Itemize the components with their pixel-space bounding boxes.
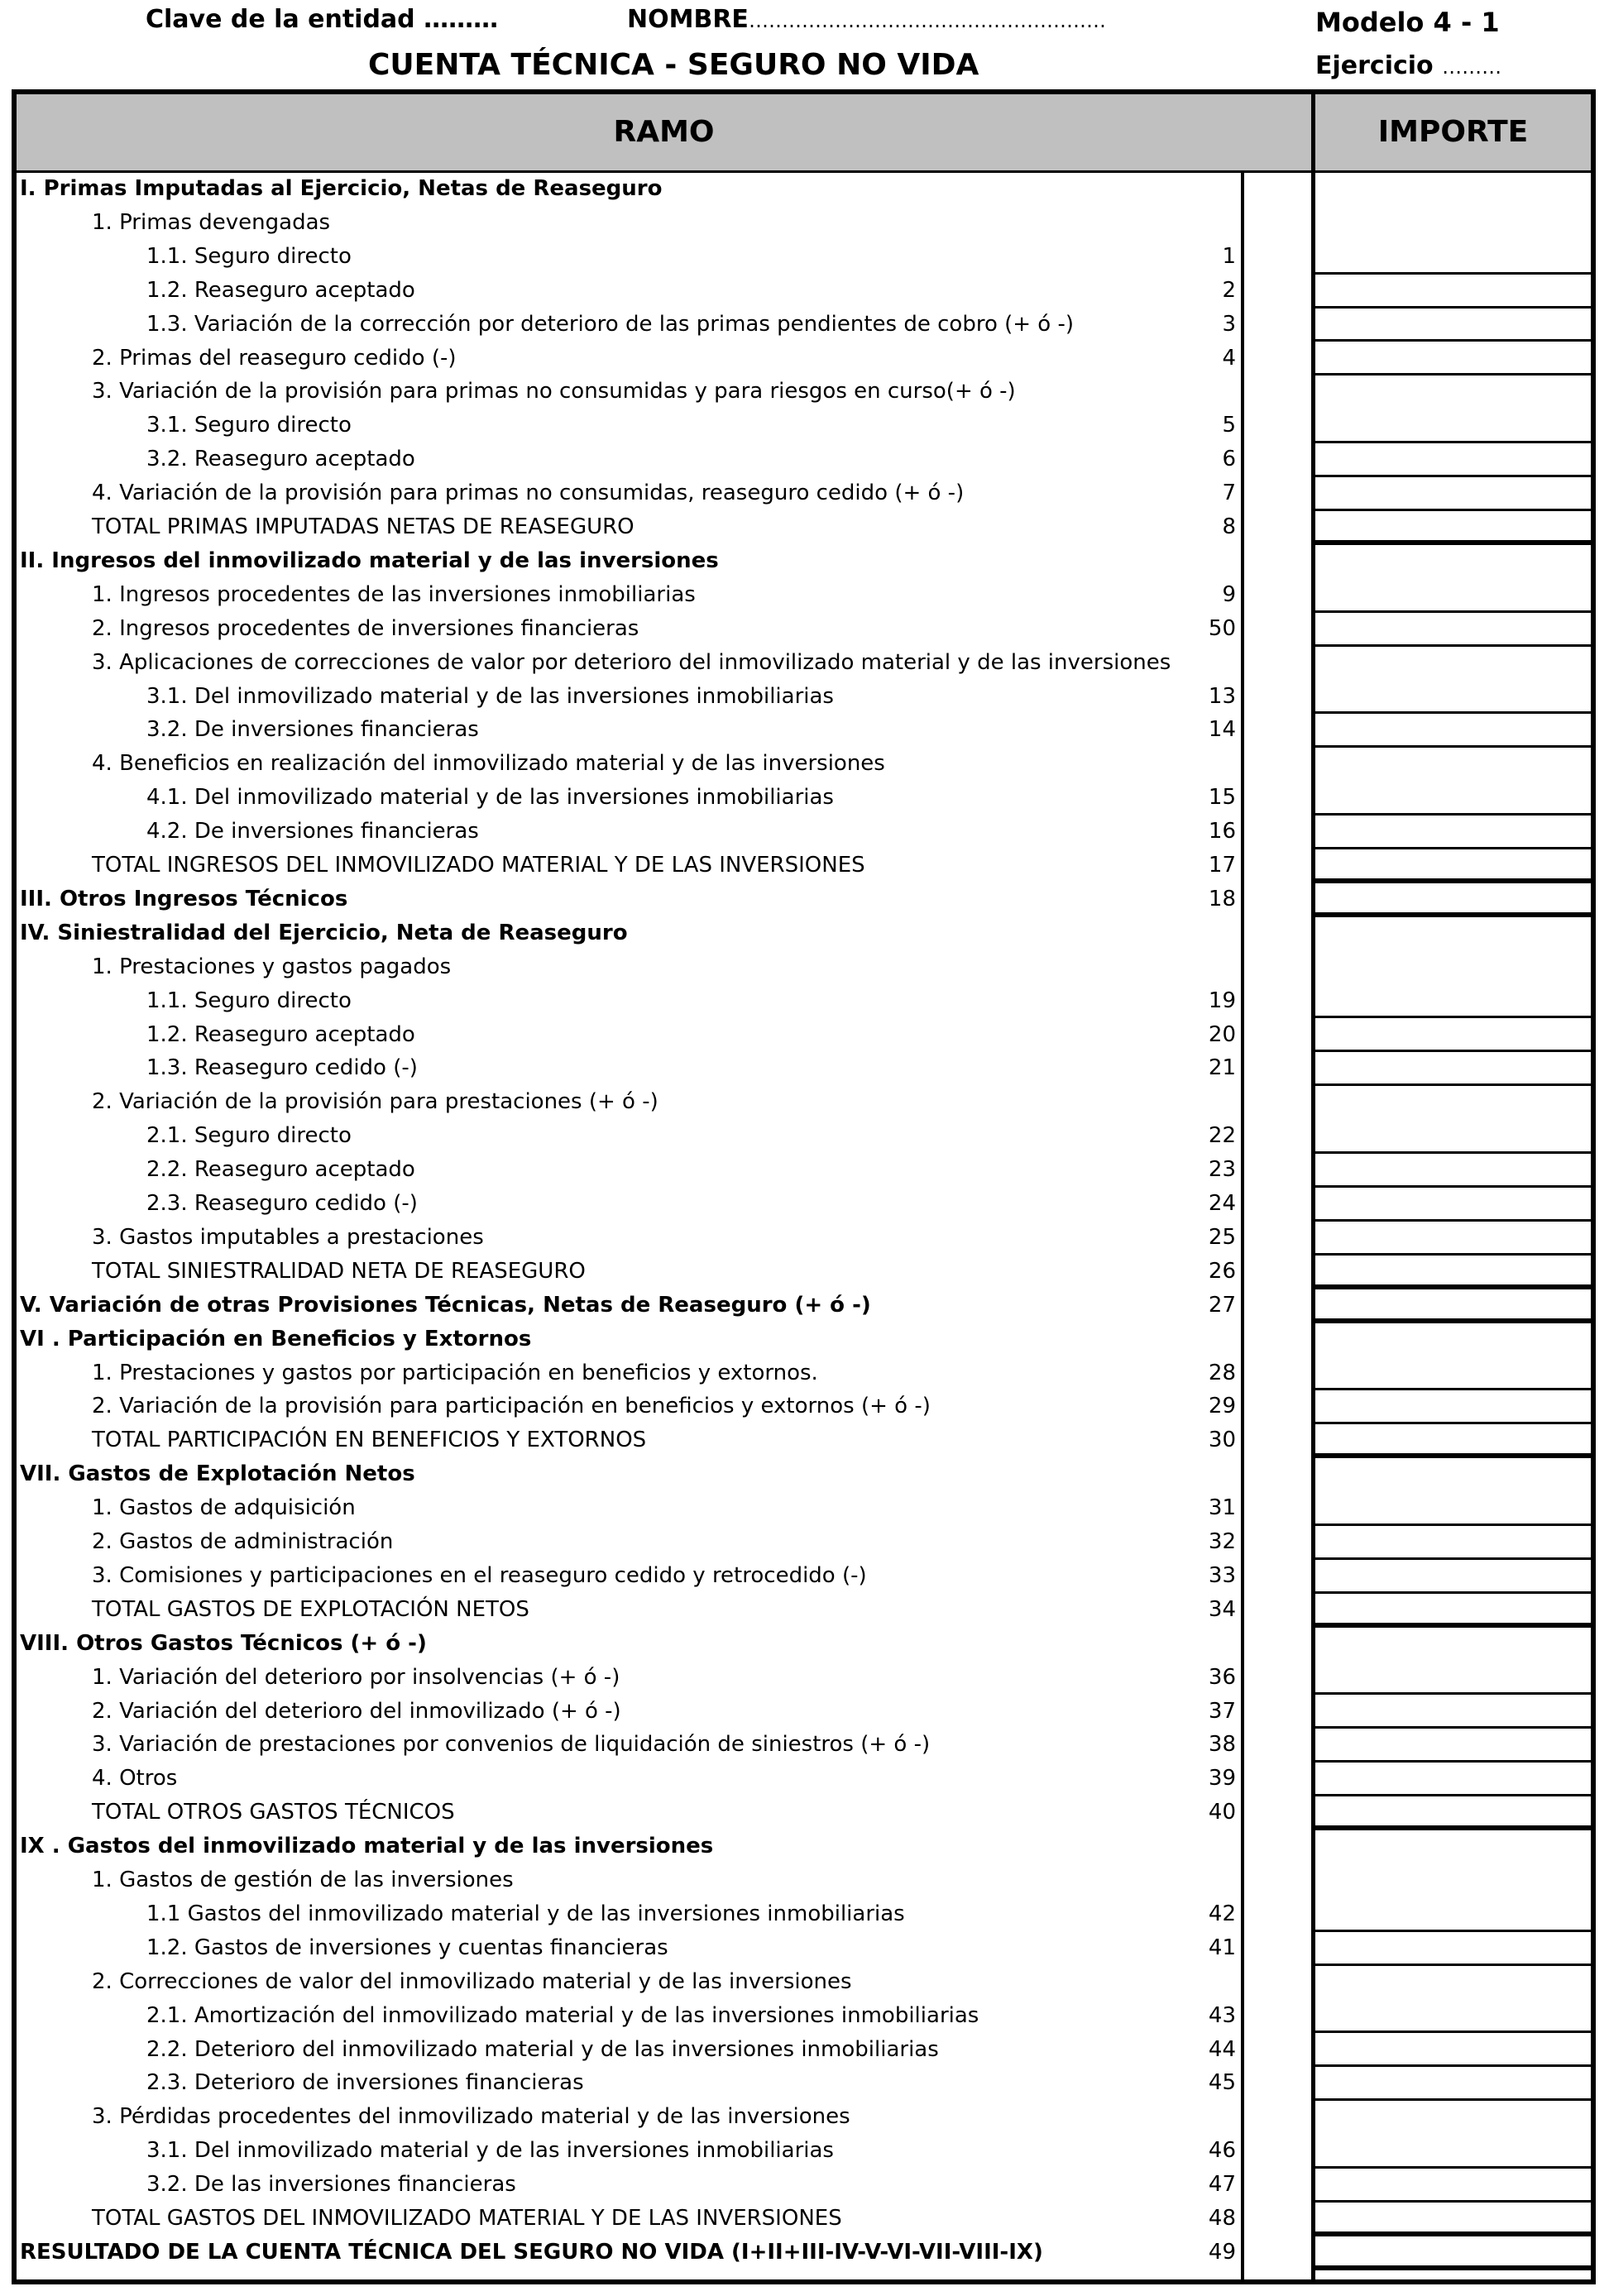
row-label: 1.2. Reaseguro aceptado [146,277,415,303]
section-row [17,1323,1591,1357]
row-number: 36 [1208,1664,1236,1690]
importe-cell [1315,173,1591,207]
importe-cell[interactable] [1315,714,1591,748]
line-item-row [17,782,1591,816]
row-label: 1. Variación del deterioro por insolvencias (+ ó -) [92,1664,620,1690]
row-number: 48 [1208,2206,1236,2231]
row-label: 1. Prestaciones y gastos por participación en beneficios y extornos. [92,1360,818,1385]
row-label: TOTAL GASTOS DE EXPLOTACIÓN NETOS [92,1596,529,1622]
row-number: 28 [1208,1360,1236,1385]
row-label: TOTAL GASTOS DEL INMOVILIZADO MATERIAL Y DE LAS INVERSIONES [92,2206,842,2231]
importe-cell[interactable] [1315,511,1591,545]
section-row [17,1458,1591,1492]
row-number: 29 [1208,1394,1236,1419]
row-label: 1. Ingresos procedentes de las inversiones inmobiliarias [92,581,696,607]
row-number: 4 [1222,345,1236,371]
row-label: 2. Variación de la provisión para participación en beneficios y extornos (+ ó -) [92,1394,931,1419]
ejercicio-label: Ejercicio [1315,51,1434,80]
row-label: I. Primas Imputadas al Ejercicio, Netas de Reaseguro [20,176,663,201]
line-item-row [17,1526,1591,1560]
row-number: 42 [1208,1901,1236,1926]
row-label: IV. Siniestralidad del Ejercicio, Neta de Reaseguro [20,920,628,945]
importe-cell [1315,917,1591,951]
row-label: 3. Comisiones y participaciones en el reaseguro cedido y retrocedido (-) [92,1562,867,1588]
row-number: 45 [1208,2070,1236,2096]
importe-cell[interactable] [1315,1560,1591,1594]
importe-cell [1315,375,1591,409]
total-row [17,1796,1591,1830]
importe-cell[interactable] [1315,1492,1591,1526]
line-item-row [17,1560,1591,1594]
importe-cell[interactable] [1315,1662,1591,1696]
row-number: 27 [1208,1292,1236,1318]
line-item-row [17,309,1591,342]
line-item-row [17,714,1591,748]
importe-cell[interactable] [1315,1729,1591,1763]
row-label: 3. Aplicaciones de correcciones de valor por deterioro del inmovilizado material y de las inversiones [92,649,1171,675]
section-row [17,545,1591,579]
row-label: 2. Variación de la provisión para prestaciones (+ ó -) [92,1089,658,1115]
row-number: 8 [1222,514,1236,539]
importe-cell[interactable] [1315,1222,1591,1256]
column-header-band [17,94,1591,173]
line-item-row [17,1662,1591,1696]
importe-cell[interactable] [1315,275,1591,309]
importe-cell [1315,1086,1591,1120]
line-item-row [17,1052,1591,1086]
line-item-row [17,2034,1591,2068]
row-label: 2.3. Reaseguro cedido (-) [146,1191,418,1216]
nombre-field [627,5,1106,34]
clave-entidad [146,5,498,34]
importe-cell[interactable] [1315,2135,1591,2169]
row-label: 2.1. Seguro directo [146,1123,352,1149]
importe-cell[interactable] [1315,1763,1591,1796]
row-label: 1.3. Variación de la corrección por deterioro de las primas pendientes de cobro (+ ó -) [146,311,1075,337]
importe-cell[interactable] [1315,1932,1591,1966]
row-label: TOTAL PRIMAS IMPUTADAS NETAS DE REASEGURO [92,514,635,539]
line-item-row [17,2101,1591,2135]
total-row [17,1424,1591,1458]
row-label: 1.1. Seguro directo [146,243,352,269]
row-label: 4. Beneficios en realización del inmovilizado material y de las inversiones [92,751,885,777]
row-number: 31 [1208,1495,1236,1521]
row-label: 1. Gastos de gestión de las inversiones [92,1868,514,1892]
importe-cell[interactable] [1315,883,1591,917]
row-label: 2. Correcciones de valor del inmovilizado material y de las inversiones [92,1968,852,1994]
row-number: 34 [1208,1596,1236,1622]
row-label: VI . Participación en Beneficios y Extornos [20,1326,532,1351]
nombre-dots: ……………………………………………… [748,9,1106,32]
importe-cell[interactable] [1315,477,1591,511]
row-label: 2. Gastos de administración [92,1529,394,1554]
line-item-row [17,1696,1591,1729]
row-label: 3.2. Reaseguro aceptado [146,447,415,472]
total-row [17,849,1591,883]
total-row [17,1594,1591,1628]
importe-cell[interactable] [1315,681,1591,715]
importe-cell[interactable] [1315,2067,1591,2101]
line-item-row [17,579,1591,613]
row-number: 15 [1208,785,1236,811]
row-label: TOTAL SINIESTRALIDAD NETA DE REASEGURO [92,1258,586,1284]
line-item-row [17,275,1591,309]
row-label: VII. Gastos de Explotación Netos [20,1461,415,1487]
row-label: 3.1. Del inmovilizado material y de las inversiones inmobiliarias [146,2138,834,2164]
importe-cell [1315,545,1591,579]
row-label: 1.1. Seguro directo [146,988,352,1013]
row-label: 2.2. Reaseguro aceptado [146,1157,415,1183]
clave-label: Clave de la entidad [146,5,415,34]
row-label: 3.2. De inversiones financieras [146,717,479,743]
total-row [17,2203,1591,2236]
importe-cell[interactable] [1315,309,1591,342]
importe-cell[interactable] [1315,816,1591,849]
line-item-row [17,1357,1591,1391]
line-item-row [17,443,1591,477]
page-title: CUENTA TÉCNICA - SEGURO NO VIDA [368,48,979,82]
row-number: 20 [1208,1021,1236,1047]
line-item-row [17,951,1591,985]
row-number: 46 [1208,2138,1236,2164]
importe-cell[interactable] [1315,1796,1591,1830]
row-number: 33 [1208,1562,1236,1588]
line-item-row [17,1966,1591,2000]
line-item-row [17,2067,1591,2101]
line-item-row [17,477,1591,511]
row-number: 14 [1208,717,1236,743]
row-label: V. Variación de otras Provisiones Técnicas, Netas de Reaseguro (+ ó -) [20,1292,871,1318]
line-item-row [17,681,1591,715]
importe-cell [1315,207,1591,241]
row-label: 4. Otros [92,1766,178,1791]
row-number: 30 [1208,1428,1236,1453]
row-label: 2. Variación del deterioro del inmovilizado (+ ó -) [92,1698,621,1724]
line-item-row [17,748,1591,782]
importe-cell[interactable] [1315,579,1591,613]
section-row [17,1628,1591,1662]
importe-cell[interactable] [1315,1424,1591,1458]
row-label: 1.2. Gastos de inversiones y cuentas financieras [146,1935,668,1960]
importe-cell[interactable] [1315,443,1591,477]
row-number: 41 [1208,1935,1236,1960]
row-label: 1.2. Reaseguro aceptado [146,1021,415,1047]
row-label: 3.1. Seguro directo [146,413,352,438]
line-item-row [17,2169,1591,2203]
section-row [17,1289,1591,1323]
importe-cell[interactable] [1315,2000,1591,2034]
row-number: 25 [1208,1224,1236,1250]
row-label: 4.2. De inversiones financieras [146,819,479,844]
line-item-row [17,1086,1591,1120]
row-label: III. Otros Ingresos Técnicos [20,886,348,911]
line-item-row [17,647,1591,681]
section-row [17,917,1591,951]
importe-cell[interactable] [1315,2034,1591,2068]
row-number: 5 [1222,413,1236,438]
row-number: 1 [1222,243,1236,269]
row-number: 13 [1208,683,1236,709]
row-number: 40 [1208,1800,1236,1825]
total-row [17,1256,1591,1289]
line-item-row [17,1019,1591,1053]
row-label: 3. Variación de la provisión para primas no consumidas y para riesgos en curso(+ ó -) [92,379,1016,404]
section-row [17,883,1591,917]
importe-cell[interactable] [1315,1390,1591,1424]
importe-cell [1315,748,1591,782]
line-item-row [17,1222,1591,1256]
line-item-row [17,1932,1591,1966]
line-item-row [17,613,1591,647]
line-item-row [17,1492,1591,1526]
section-row [17,173,1591,207]
cuenta-tecnica-form [12,89,1596,2284]
total-row [17,511,1591,545]
clave-dots: ……… [424,5,499,34]
importe-cell[interactable] [1315,1120,1591,1154]
nombre-label: NOMBRE [627,5,749,34]
line-item-row [17,1390,1591,1424]
importe-cell [1315,1830,1591,1864]
line-item-row [17,816,1591,849]
row-number: 23 [1208,1157,1236,1183]
line-item-row [17,342,1591,376]
line-item-row [17,1898,1591,1932]
ejercicio-dots: ……… [1442,55,1502,79]
importe-cell[interactable] [1315,2236,1591,2270]
line-item-row [17,985,1591,1019]
importe-cell[interactable] [1315,1357,1591,1391]
row-number: 32 [1208,1529,1236,1554]
section-row [17,2236,1591,2270]
ejercicio-field [1315,51,1501,80]
line-item-row [17,1864,1591,1898]
importe-cell[interactable] [1315,2203,1591,2236]
row-label: 3. Gastos imputables a prestaciones [92,1224,484,1250]
importe-cell[interactable] [1315,1154,1591,1188]
line-item-row [17,2135,1591,2169]
row-number: 17 [1208,853,1236,878]
row-label: 3.2. De las inversiones financieras [146,2172,516,2198]
row-number: 6 [1222,447,1236,472]
importe-cell[interactable] [1315,1188,1591,1222]
row-number: 2 [1222,277,1236,303]
importe-cell [1315,1864,1591,1898]
row-number: 49 [1208,2239,1236,2265]
row-number: 43 [1208,2002,1236,2028]
row-number: 24 [1208,1191,1236,1216]
row-label: 4.1. Del inmovilizado material y de las inversiones inmobiliarias [146,785,834,811]
row-number: 7 [1222,481,1236,506]
row-label: 2. Ingresos procedentes de inversiones financieras [92,615,639,641]
column-header-ramo: RAMO [613,115,715,149]
importe-cell[interactable] [1315,1898,1591,1932]
importe-cell[interactable] [1315,849,1591,883]
importe-cell[interactable] [1315,613,1591,647]
row-number: 26 [1208,1258,1236,1284]
importe-cell[interactable] [1315,2169,1591,2203]
row-label: 2. Primas del reaseguro cedido (-) [92,345,457,371]
row-label: TOTAL PARTICIPACIÓN EN BENEFICIOS Y EXTORNOS [92,1428,647,1453]
importe-cell[interactable] [1315,1526,1591,1560]
row-number: 3 [1222,311,1236,337]
row-label: II. Ingresos del inmovilizado material y de las inversiones [20,548,719,573]
line-item-row [17,1120,1591,1154]
row-number: 50 [1208,615,1236,641]
importe-cell[interactable] [1315,409,1591,443]
row-number: 44 [1208,2036,1236,2062]
importe-cell[interactable] [1315,241,1591,275]
row-number: 39 [1208,1766,1236,1791]
row-number: 22 [1208,1123,1236,1149]
importe-cell[interactable] [1315,1052,1591,1086]
row-label: 3. Variación de prestaciones por convenios de liquidación de siniestros (+ ó -) [92,1732,931,1758]
importe-cell[interactable] [1315,782,1591,816]
row-number: 47 [1208,2172,1236,2198]
importe-cell[interactable] [1315,1289,1591,1323]
importe-cell [1315,647,1591,681]
row-number: 16 [1208,819,1236,844]
row-label: VIII. Otros Gastos Técnicos (+ ó -) [20,1630,427,1656]
importe-cell[interactable] [1315,1696,1591,1729]
importe-cell [1315,1323,1591,1357]
line-item-row [17,241,1591,275]
importe-cell[interactable] [1315,342,1591,376]
row-label: TOTAL INGRESOS DEL INMOVILIZADO MATERIAL Y DE LAS INVERSIONES [92,853,865,878]
row-label: 2.2. Deterioro del inmovilizado material y de las inversiones inmobiliarias [146,2036,939,2062]
row-label: 3.1. Del inmovilizado material y de las inversiones inmobiliarias [146,683,834,709]
importe-cell [1315,1628,1591,1662]
row-label: RESULTADO DE LA CUENTA TÉCNICA DEL SEGURO NO VIDA (I+II+III-IV-V-VI-VII-VIII-IX) [20,2239,1043,2265]
row-label: 2.1. Amortización del inmovilizado material y de las inversiones inmobiliarias [146,2002,979,2028]
importe-cell [1315,1966,1591,2000]
row-label: IX . Gastos del inmovilizado material y de las inversiones [20,1834,714,1859]
row-number: 19 [1208,988,1236,1013]
row-label: 1. Prestaciones y gastos pagados [92,954,452,979]
line-item-row [17,1729,1591,1763]
row-label: 1. Primas devengadas [92,209,331,235]
line-item-row [17,375,1591,409]
importe-cell [1315,2101,1591,2135]
section-row [17,1830,1591,1864]
line-item-row [17,1154,1591,1188]
line-item-row [17,207,1591,241]
importe-cell[interactable] [1315,1019,1591,1053]
row-label: 1.3. Reaseguro cedido (-) [146,1055,418,1081]
importe-cell [1315,951,1591,985]
row-label: 1.1 Gastos del inmovilizado material y de las inversiones inmobiliarias [146,1901,905,1926]
row-number: 18 [1208,886,1236,911]
row-label: 2.3. Deterioro de inversiones financieras [146,2070,584,2096]
row-label: 3. Pérdidas procedentes del inmovilizado material y de las inversiones [92,2104,850,2130]
line-item-row [17,1763,1591,1796]
row-label: 4. Variación de la provisión para primas no consumidas, reaseguro cedido (+ ó -) [92,481,965,506]
line-item-row [17,2000,1591,2034]
row-number: 9 [1222,581,1236,607]
row-number: 21 [1208,1055,1236,1081]
importe-cell [1315,1458,1591,1492]
line-item-row [17,1188,1591,1222]
modelo-label: Modelo 4 - 1 [1315,7,1500,38]
importe-cell[interactable] [1315,1594,1591,1628]
row-number: 38 [1208,1732,1236,1758]
row-label: TOTAL OTROS GASTOS TÉCNICOS [92,1800,455,1825]
column-header-importe: IMPORTE [1377,115,1529,149]
importe-cell[interactable] [1315,1256,1591,1289]
row-number: 37 [1208,1698,1236,1724]
row-label: 1. Gastos de adquisición [92,1495,356,1521]
line-item-row [17,409,1591,443]
importe-cell[interactable] [1315,985,1591,1019]
